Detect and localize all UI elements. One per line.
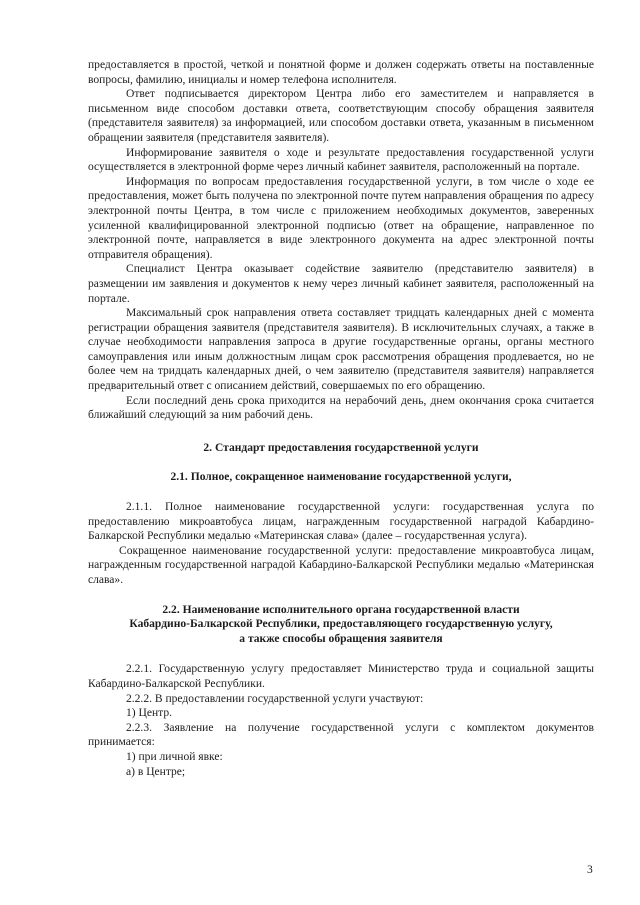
list-item-personal-visit: 1) при личной явке:: [126, 750, 223, 763]
list-item-in-center: а) в Центре;: [126, 765, 186, 778]
subsection-2-1-title: 2.1. Полное, сокращенное наименование государственной услуги,: [170, 471, 512, 484]
paragraph-2-2-1: 2.2.1. Государственную услугу предоставляет Министерство труда и социальной защиты Кабардино-Балкарской Республики.: [88, 663, 594, 690]
page-number: 3: [587, 864, 593, 876]
section-2-title: 2. Стандарт предоставления государственной услуги: [203, 441, 479, 454]
paragraph-response-signature: Ответ подписывается директором Центра либо его заместителем и направляется в письменном виде способом доставки ответа, соответствующим способу обращения заявителя (представителя заявителя) за информацией, или способом доставки ответа, указанным в письменном обращении заявителя (представителя заявителя).: [88, 88, 594, 144]
paragraph-response-form: предоставляется в простой, четкой и понятной форме и должен содержать ответы на поставленные вопросы, фамилию, инициалы и номер телефона исполнителя.: [88, 59, 594, 86]
subsection-2-2-title: [88, 603, 594, 647]
paragraph-2-2-2: 2.2.2. В предоставлении государственной услуги участвуют:: [126, 692, 424, 705]
paragraph-non-working-day: Если последний день срока приходится на нерабочий день, днем окончания срока считается ближайший следующий за ним рабочий день.: [88, 394, 594, 422]
paragraph-2-2-3: 2.2.3. Заявление на получение государственной услуги с комплектом документов принимается:: [88, 721, 594, 749]
paragraph-specialist-assistance: Специалист Центра оказывает содействие заявителю (представителю заявителя) в размещении им заявления и документов к нему через личный кабинет заявителя, расположенный на портале.: [88, 263, 594, 305]
subsection-2-2-title-line-3: а также способы обращения заявителя: [239, 632, 443, 645]
subsection-2-2-title-line-1: 2.2. Наименование исполнительного органа государственной власти: [162, 603, 520, 616]
subsection-2-2-title-line-2: Кабардино-Балкарской Республики, предоставляющего государственную услугу,: [129, 618, 553, 631]
list-item-center: 1) Центр.: [126, 707, 172, 720]
paragraph-short-name: Сокращенное наименование государственной услуги: предоставление микроавтобуса лицам, награжденным государственной наградой Кабардино-Балкарской Республики медалью «Материнская слава».: [88, 544, 594, 586]
document-page: [88, 58, 594, 779]
paragraph-2-1-1: 2.1.1. Полное наименование государственной услуги: государственная услуга по предоставлению микроавтобуса лицам, награжденным государственной наградой Кабардино-Балкарской Республики медалью «Материнская слава» (далее – государственная услуга).: [88, 501, 594, 543]
paragraph-max-response-time: Максимальный срок направления ответа составляет тридцать календарных дней с момента регистрации обращения заявителя (представителя заявителя). В исключительных случаях, а также в случае необходимости направления запроса в другие государственные органы, органы местного самоуправления или иным должностным лицам срок рассмотрения обращения продлевается, но не более чем на тридцать календарных дней, о чем заявителю (представителя заявителя) направляется предварительный ответ с описанием действий, совершаемых по его обращению.: [88, 307, 594, 393]
paragraph-progress-informing: Информирование заявителя о ходе и результате предоставления государственной услуги осуществляется в электронной форме через личный кабинет заявителя, расположенный на портале.: [88, 146, 594, 174]
paragraph-email-information: Информация по вопросам предоставления государственной услуги, в том числе о ходе ее предоставления, может быть получена по электронной почте путем направления обращения по адресу электронной почты Центра, в том числе с приложением необходимых документов, заверенных усиленной квалифицированной электронной подписью (ответ на обращение, направленное по электронной почте, направляется в виде электронного документа на адрес электронной почты отправителя обращения).: [88, 175, 594, 261]
